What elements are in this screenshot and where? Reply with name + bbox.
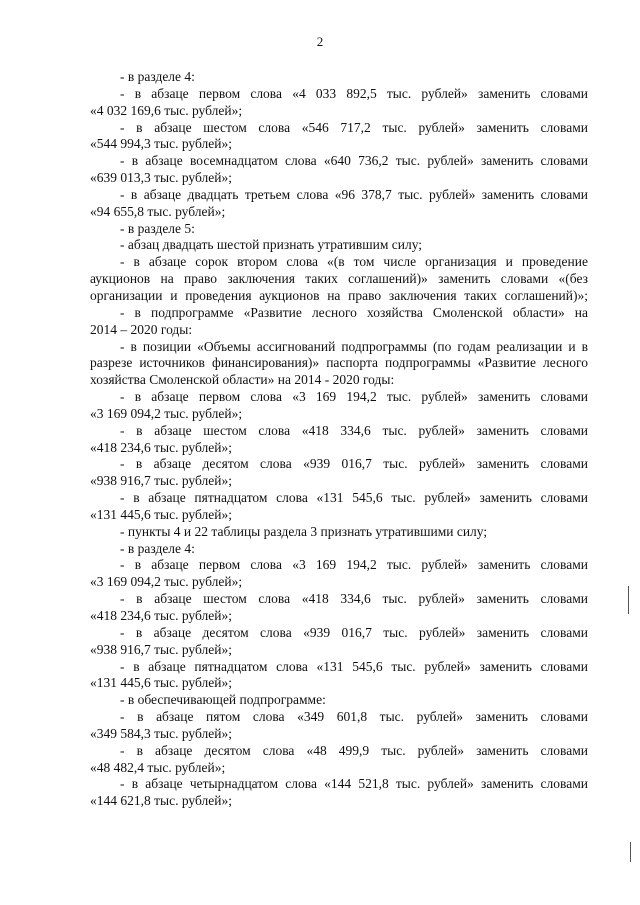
scan-edge-mark <box>628 586 629 614</box>
text-line: - в абзаце пятнадцатом слова «131 545,6 тыс. рублей» заменить словами <box>120 658 588 674</box>
text-line: «418 234,6 тыс. рублей»; <box>90 439 232 455</box>
text-line: - в абзаце шестом слова «418 334,6 тыс. рублей» заменить словами <box>120 422 588 438</box>
text-line: - в обеспечивающей подпрограмме: <box>120 692 326 708</box>
text-line: аукционов на право заключения таких соглашений)» заменить словами «(без <box>90 271 588 287</box>
text-line: - в разделе 4: <box>120 69 195 84</box>
text-line: «131 445,6 тыс. рублей»; <box>90 506 232 522</box>
text-line: «4 032 169,6 тыс. рублей»; <box>90 102 243 118</box>
text-line: - в абзаце восемнадцатом слова «640 736,2 тыс. рублей» заменить словами <box>120 153 588 169</box>
text-line: «3 169 094,2 тыс. рублей»; <box>90 405 243 421</box>
text-line: - в абзаце пятнадцатом слова «131 545,6 тыс. рублей» заменить словами <box>120 490 588 506</box>
text-line: - в абзаце пятом слова «349 601,8 тыс. рублей» заменить словами <box>120 709 588 725</box>
text-line: «94 655,8 тыс. рублей»; <box>90 203 226 219</box>
text-line: - в разделе 4: <box>120 540 195 556</box>
text-line: - в абзаце сорок втором слова «(в том числе организация и проведение <box>120 254 588 270</box>
text-line: «639 013,3 тыс. рублей»; <box>90 170 232 186</box>
text-line: - абзац двадцать шестой признать утратившим силу; <box>120 237 423 253</box>
text-line: «938 916,7 тыс. рублей»; <box>90 473 232 489</box>
text-line: - в разделе 5: <box>120 220 195 236</box>
text-line: «3 169 094,2 тыс. рублей»; <box>90 574 243 590</box>
text-line: «938 916,7 тыс. рублей»; <box>90 641 232 657</box>
text-line: - пункты 4 и 22 таблицы раздела 3 признать утратившими силу; <box>120 523 488 539</box>
text-line: «349 584,3 тыс. рублей»; <box>90 725 232 741</box>
text-line: - в позиции «Объемы ассигнований подпрограммы (по годам реализации и в <box>120 338 588 354</box>
page-number: 2 <box>316 34 324 49</box>
text-line: - в абзаце десятом слова «48 499,9 тыс. рублей» заменить словами <box>120 742 588 758</box>
text-line: - в абзаце десятом слова «939 016,7 тыс. рублей» заменить словами <box>120 456 588 472</box>
text-line: «418 234,6 тыс. рублей»; <box>90 608 232 623</box>
text-line: - в подпрограмме «Развитие лесного хозяйства Смоленской области» на <box>120 304 588 320</box>
text-line: - в абзаце первом слова «3 169 194,2 тыс. рублей» заменить словами <box>120 389 588 405</box>
text-line: организации и проведения аукционов на право заключения таких соглашений)»; <box>90 287 588 303</box>
text-line: «48 482,4 тыс. рублей»; <box>90 759 226 775</box>
text-line: разрезе источников финансирования)» паспорта подпрограммы «Развитие лесного <box>90 355 588 371</box>
text-line: - в абзаце шестом слова «546 717,2 тыс. рублей» заменить словами <box>120 119 588 135</box>
text-line: «131 445,6 тыс. рублей»; <box>90 675 232 691</box>
document-body <box>90 69 588 810</box>
scan-edge-mark <box>630 842 631 862</box>
text-line: «144 621,8 тыс. рублей»; <box>90 793 232 809</box>
text-line: - в абзаце десятом слова «939 016,7 тыс. рублей» заменить словами <box>120 624 588 640</box>
text-line: «544 994,3 тыс. рублей»; <box>90 136 232 152</box>
text-line: - в абзаце первом слова «4 033 892,5 тыс. рублей» заменить словами <box>120 85 588 101</box>
text-line: - в абзаце четырнадцатом слова «144 521,8 тыс. рублей» заменить словами <box>120 776 588 792</box>
text-line: - в абзаце шестом слова «418 334,6 тыс. рублей» заменить словами <box>120 591 588 607</box>
text-line: хозяйства Смоленской области» на 2014 - 2020 годы: <box>90 372 395 388</box>
text-line: - в абзаце первом слова «3 169 194,2 тыс. рублей» заменить словами <box>120 557 588 573</box>
text-line: - в абзаце двадцать третьем слова «96 378,7 тыс. рублей» заменить словами <box>120 186 588 202</box>
text-line: 2014 – 2020 годы: <box>90 321 193 337</box>
